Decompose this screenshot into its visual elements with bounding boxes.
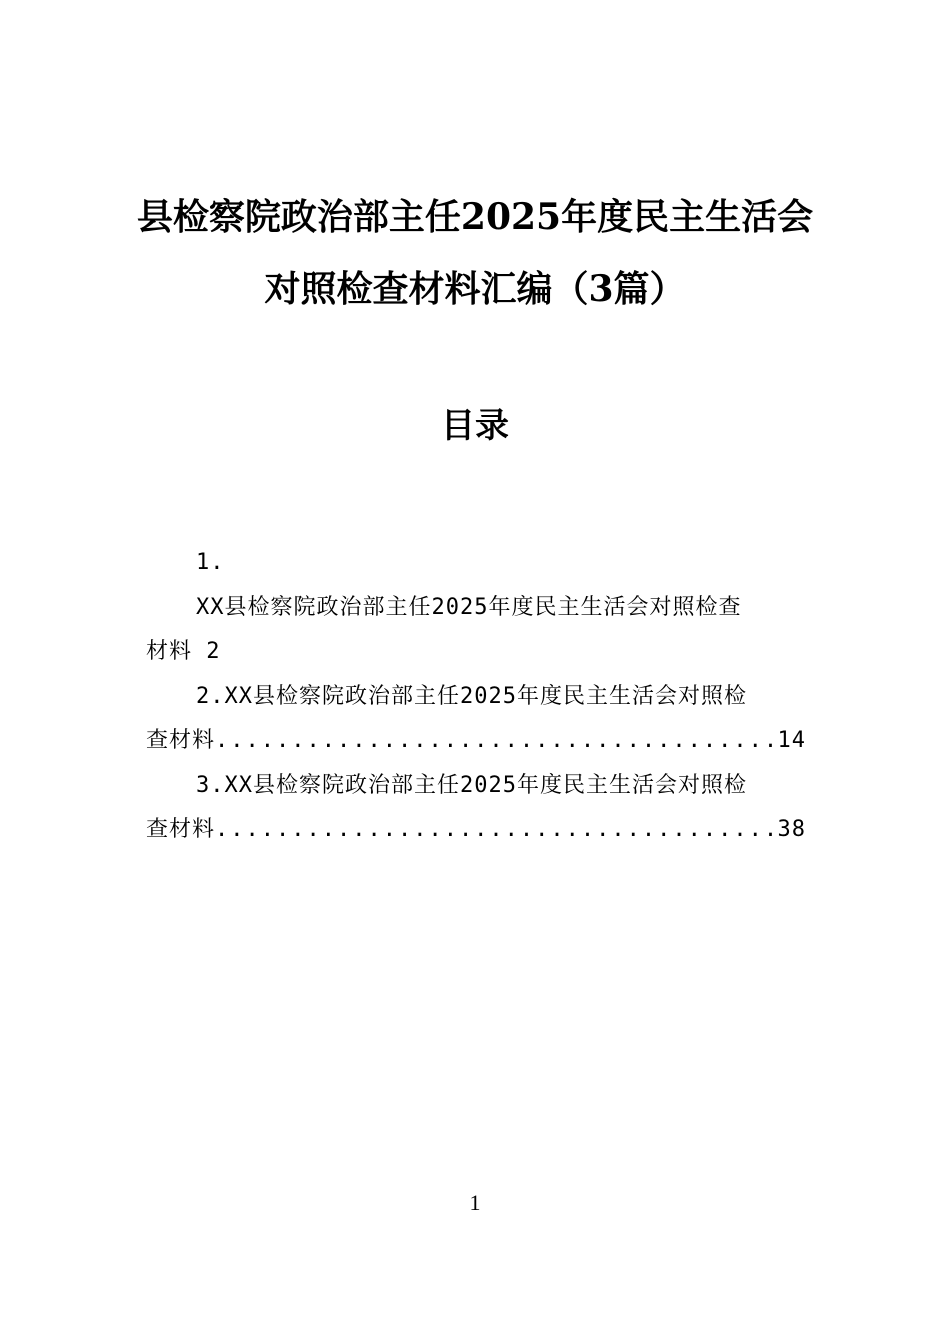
- toc-entry-2-page: 14: [777, 728, 806, 753]
- document-title-line2: 对照检查材料汇编（3篇）: [264, 268, 686, 310]
- toc-entry-1-text-cont[interactable]: 材料 2: [146, 639, 221, 664]
- toc-entry-2-leader[interactable]: [146, 719, 806, 764]
- toc-entry-3-text[interactable]: 3.XX县检察院政治部主任2025年度民主生活会对照检: [196, 772, 747, 798]
- toc-entry-2-text-cont: 查材料: [146, 728, 216, 753]
- document-title-line1: 县检察院政治部主任2025年度民主生活会: [136, 196, 814, 238]
- toc-entry-3-page: 38: [777, 817, 806, 842]
- toc-entry-1-text[interactable]: XX县检察院政治部主任2025年度民主生活会对照检查: [196, 594, 742, 620]
- page-number: 1: [469, 1190, 481, 1215]
- toc-heading: 目录: [441, 406, 509, 446]
- toc-entry-1-number[interactable]: 1.: [196, 550, 225, 575]
- toc-dot-leader: [215, 719, 773, 764]
- toc-entry-3-leader[interactable]: [146, 808, 806, 853]
- toc-entry-2-text[interactable]: 2.XX县检察院政治部主任2025年度民主生活会对照检: [196, 683, 747, 709]
- toc-entry-3-text-cont: 查材料: [146, 817, 216, 842]
- table-of-contents: [146, 541, 806, 853]
- toc-dot-leader: [215, 808, 773, 853]
